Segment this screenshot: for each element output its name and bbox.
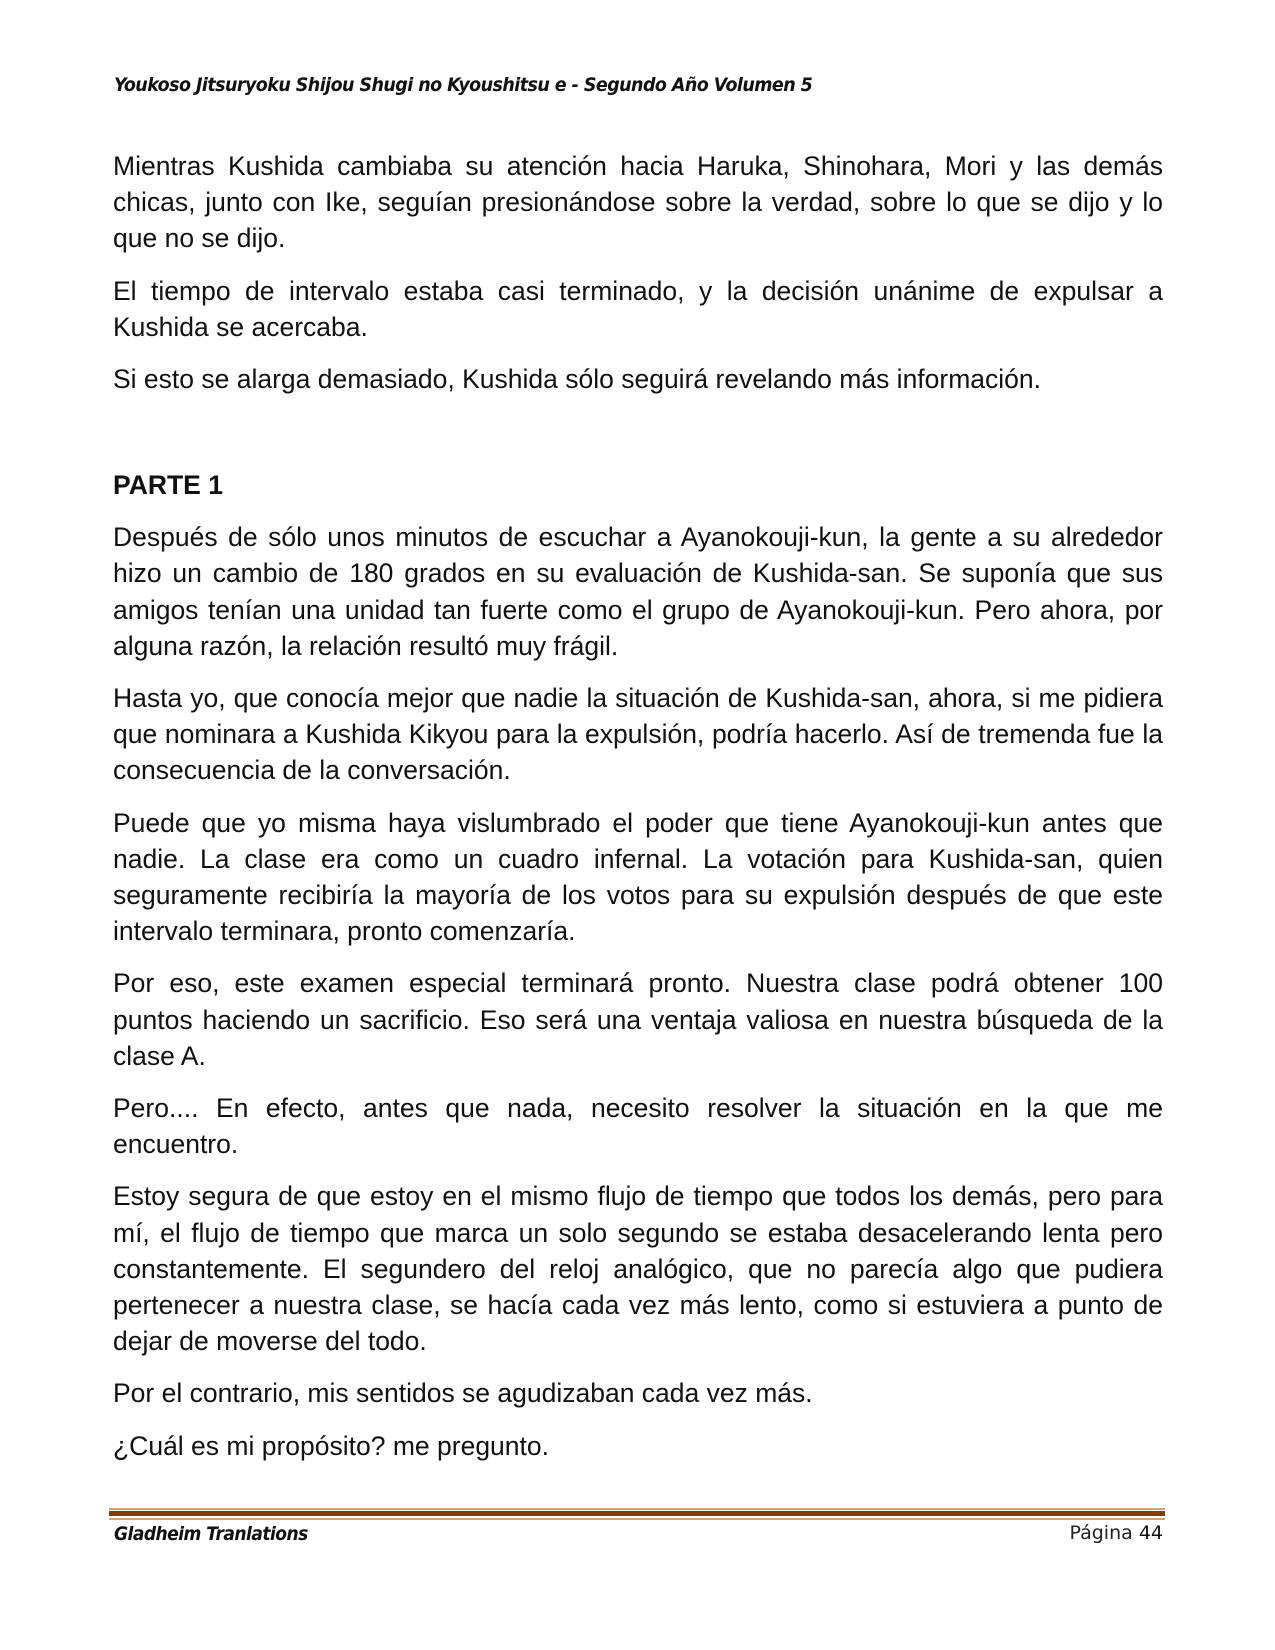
paragraph: Por el contrario, mis sentidos se agudizaban cada vez más. xyxy=(113,1378,813,1409)
footer-publisher: Gladheim Tranlations xyxy=(114,1523,308,1545)
page-label: Página xyxy=(1069,1522,1133,1544)
page-number: 44 xyxy=(1138,1522,1163,1544)
paragraph: Hasta yo, que conocía mejor que nadie la situación de Kushida-san, ahora, si me pidiera que nominara a Kushida Kikyou para la expulsión, podría hacerlo. Así de tremenda fue la consecuencia de la conversación. xyxy=(113,683,1163,786)
footer-rule-thin-top xyxy=(109,1508,1165,1510)
paragraph: Estoy segura de que estoy en el mismo flujo de tiempo que todos los demás, pero para mí, el flujo de tiempo que marca un solo segundo se estaba desacelerando lenta pero constantemente. El segundero del reloj analógico, que no parecía algo que pudiera pertenecer a nuestra clase, se hacía cada vez más lento, como si estuviera a punto de dejar de moverse del todo. xyxy=(113,1181,1163,1357)
running-header-title: Youkoso Jitsuryoku Shijou Shugi no Kyoushitsu e - Segundo Año Volumen 5 xyxy=(114,74,813,96)
paragraph: Por eso, este examen especial terminará pronto. Nuestra clase podrá obtener 100 puntos haciendo un sacrificio. Eso será una ventaja valiosa en nuestra búsqueda de la clase A. xyxy=(113,968,1163,1071)
paragraph: El tiempo de intervalo estaba casi terminado, y la decisión unánime de expulsar a Kushida se acercaba. xyxy=(113,275,1163,342)
paragraph: Si esto se alarga demasiado, Kushida sólo seguirá revelando más información. xyxy=(113,364,1042,395)
paragraph: Mientras Kushida cambiaba su atención hacia Haruka, Shinohara, Mori y las demás chicas, junto con Ike, seguían presionándose sobre la verdad, sobre lo que se dijo y lo que no se dijo. xyxy=(113,151,1163,254)
footer-rule-thick xyxy=(109,1511,1165,1516)
paragraph: ¿Cuál es mi propósito? me pregunto. xyxy=(113,1430,549,1461)
page-body xyxy=(113,148,1163,1480)
section-heading: PARTE 1 xyxy=(113,470,223,501)
footer-page-number xyxy=(1069,1522,1163,1544)
paragraph: Después de sólo unos minutos de escuchar a Ayanokouji-kun, la gente a su alrededor hizo un cambio de 180 grados en su evaluación de Kushida-san. Se suponía que sus amigos tenían una unidad tan fuerte como el grupo de Ayanokouji-kun. Pero ahora, por alguna razón, la relación resultó muy frágil. xyxy=(113,522,1163,661)
footer-rule-thin-bottom xyxy=(109,1518,1165,1520)
paragraph: Pero.... En efecto, antes que nada, necesito resolver la situación en la que me encuentro. xyxy=(113,1093,1163,1160)
paragraph: Puede que yo misma haya vislumbrado el poder que tiene Ayanokouji-kun antes que nadie. La clase era como un cuadro infernal. La votación para Kushida-san, quien seguramente recibiría la mayoría de los votos para su expulsión después de que este intervalo terminara, pronto comenzaría. xyxy=(113,807,1163,947)
